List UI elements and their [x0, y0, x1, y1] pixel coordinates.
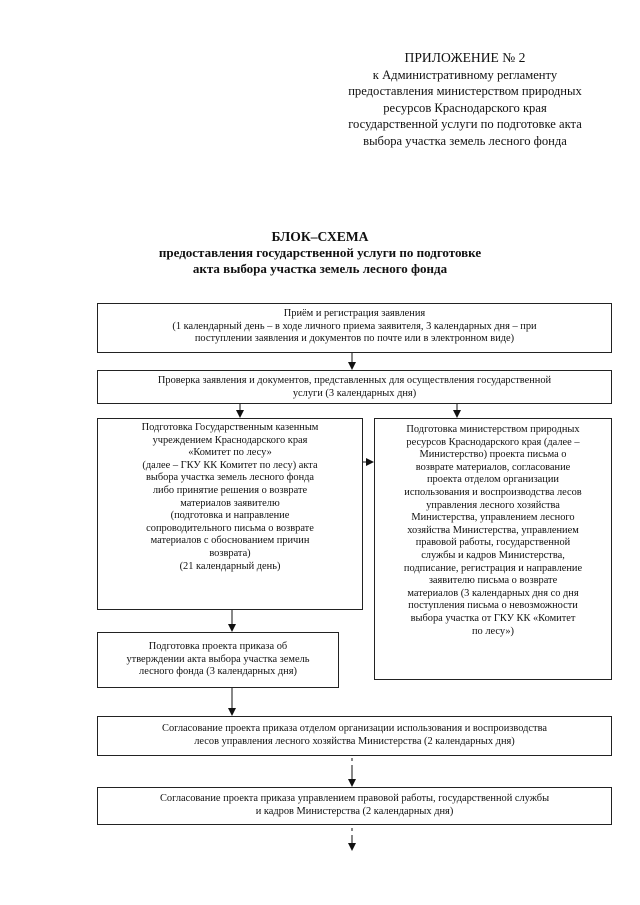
- step-line: поступления письма о невозможности: [408, 600, 578, 612]
- step-line: учреждением Краснодарского края: [152, 434, 308, 446]
- step-line: подписание, регистрация и направление: [403, 562, 583, 574]
- step-line: либо принятие решения о возврате: [152, 484, 308, 496]
- step-line: материалов заявителю: [180, 497, 280, 509]
- step-line: материалов с обоснованием причин: [150, 535, 310, 547]
- step-line: правовой работы, государственной: [415, 537, 571, 549]
- step-line: утверждении акта выбора участка земель: [126, 653, 310, 665]
- heading-title: БЛОК–СХЕМА: [271, 229, 369, 244]
- step-line: выбора участка земель лесного фонда: [145, 472, 315, 484]
- step-line: (1 календарный день – в ходе личного приема заявителя, 3 календарных дня – при: [172, 320, 537, 332]
- step-line: выбора участка от ГКУ КК «Комитет: [410, 612, 576, 624]
- appendix-line: ресурсов Краснодарского края: [383, 100, 547, 115]
- step-line: услуги (3 календарных дня): [292, 387, 417, 399]
- step-line: Согласование проекта приказа отделом организации использования и воспроизводства: [162, 723, 547, 734]
- step-line: Министерство) проекта письма о: [419, 449, 567, 461]
- step-line: хозяйства Министерства, управлением: [407, 524, 579, 536]
- step-line: сопроводительного письма о возврате: [146, 522, 314, 534]
- step-line: по лесу»): [472, 625, 514, 637]
- step-line: Подготовка проекта приказа об: [148, 641, 288, 652]
- step-line: Подготовка министерством природных: [406, 424, 580, 435]
- step-line: (21 календарный день): [179, 560, 281, 572]
- appendix-title: ПРИЛОЖЕНИЕ № 2: [404, 50, 526, 65]
- step-line: службы и кадров Министерства,: [421, 549, 565, 561]
- step-line: Приём и регистрация заявления: [283, 308, 426, 319]
- step-line: заявителю письма о возврате: [428, 575, 558, 587]
- step-line: «Комитет по лесу»: [188, 447, 272, 459]
- step-line: (далее – ГКУ КК Комитет по лесу) акта: [142, 459, 318, 471]
- heading-subtitle-line: акта выбора участка земель лесного фонда: [192, 261, 448, 276]
- step-line: Министерства, управлением лесного: [411, 512, 575, 524]
- step-line: проекта отделом организации: [427, 474, 559, 486]
- appendix-line: выбора участка земель лесного фонда: [363, 133, 567, 148]
- step-line: использования и воспроизводства лесов: [404, 486, 582, 498]
- heading-subtitle-line: предоставления государственной услуги по подготовке: [158, 245, 482, 260]
- step-line: лесного фонда (3 календарных дня): [139, 666, 297, 678]
- step-line: управления лесного хозяйства: [426, 499, 560, 511]
- step-line: материалов (3 календарных дня со дня: [407, 587, 579, 599]
- step-line: лесов управления лесного хозяйства Министерства (2 календарных дня): [194, 735, 515, 747]
- step-line: возврате материалов, согласование: [415, 461, 571, 473]
- step-line: поступлении заявления и документов по почте или в электронном виде): [194, 333, 515, 345]
- appendix-line: к Административному регламенту: [372, 67, 558, 82]
- step-line: возврата): [209, 547, 251, 559]
- step-line: (подготовка и направление: [170, 510, 290, 522]
- step-line: Проверка заявления и документов, представленных для осуществления государственной: [157, 375, 552, 386]
- appendix-line: предоставления министерством природных: [348, 84, 582, 98]
- step-line: ресурсов Краснодарского края (далее –: [406, 436, 580, 448]
- step-line: Согласование проекта приказа управлением правовой работы, государственной службы: [159, 793, 550, 804]
- step-line: Подготовка Государственным казенным: [141, 422, 319, 433]
- appendix-line: государственной услуги по подготовке акта: [348, 117, 582, 131]
- step-line: и кадров Министерства (2 календарных дня): [255, 805, 454, 817]
